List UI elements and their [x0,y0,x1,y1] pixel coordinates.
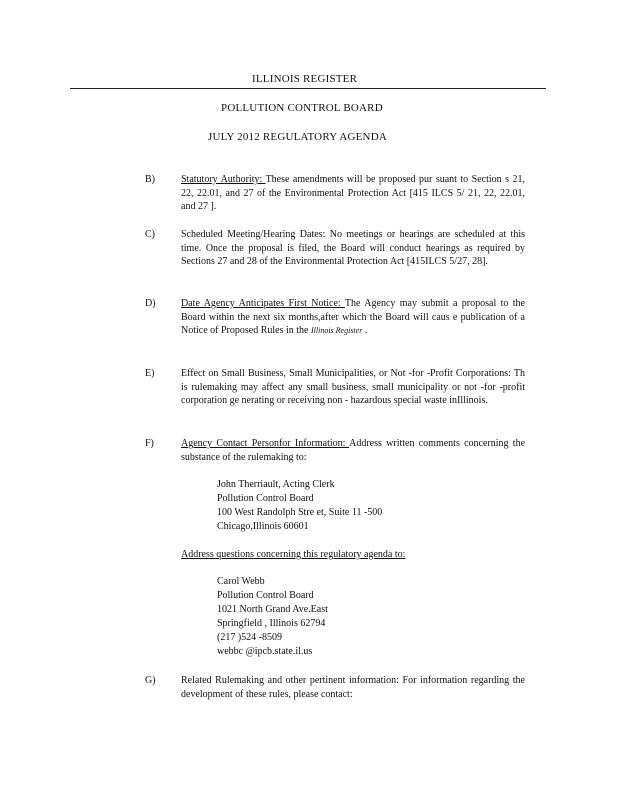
illinois-register-italic: Illinois Register [310,326,363,335]
item-letter: B) [145,174,155,185]
item-body [181,228,525,269]
header-register: ILLINOIS REGISTER [252,73,358,85]
item-label: Date Agency Anticipates First Notice: [181,298,345,309]
item-body [181,297,525,338]
item-letter: E) [145,368,155,379]
item-text: Address written comments concerning the substance of the rulemaking to: [181,438,526,463]
header-divider [70,88,546,89]
contact-clerk-org: Pollution Control Board [217,493,314,504]
item-text: Scheduled Meeting/Hearing Dates: No meetings or hearings are scheduled at this time. Once the proposal is filed, the Board will conduct hearings as required by Sections 27 and 28 of the Environmental Protection Act [415ILCS 5/27, 28]. [181,229,525,267]
item-text: Effect on Small Business, Small Municipalities, or Not -for -Profit Corporations: Th is rulemaking may affect any small business, small municipality or not -for -profit corporation ge nerating or receiving non - hazardous special waste inIllinois. [181,368,525,406]
contact-clerk-city: Chicago,Illinois 60601 [217,521,309,532]
item-tail: . [362,325,368,336]
item-letter: C) [145,229,155,240]
header-agenda: JULY 2012 REGULATORY AGENDA [208,131,387,143]
contact-agenda-city: Springfield , Illinois 62794 [217,618,326,629]
item-body [181,674,525,701]
item-body [181,367,525,408]
item-letter: G) [145,675,156,686]
questions-label: Address questions concerning this regulatory agenda to: [181,549,406,560]
contact-agenda-org: Pollution Control Board [217,590,314,601]
item-text: Related Rulemaking and other pertinent information: For information regarding the development of these rules, please contact: [181,675,525,700]
contact-agenda-email[interactable]: webbc @ipcb.state.il.us [217,646,313,657]
contact-agenda-street: 1021 North Grand Ave.East [217,604,328,615]
item-body [181,173,525,214]
item-letter: D) [145,298,156,309]
contact-clerk-street: 100 West Randolph Stre et, Suite 11 -500 [217,507,383,518]
item-body [181,437,525,464]
contact-agenda-name: Carol Webb [217,576,265,587]
header-board: POLLUTION CONTROL BOARD [221,102,383,114]
item-text: These amendments will be proposed pur suant to Section s 21, 22, 22.01, and 27 of the Environmental Protection Act [415 ILCS 5/ 21, 22, 22.01, and 27 ]. [181,174,525,212]
contact-agenda-phone: (217 )524 -8509 [217,632,282,643]
contact-clerk-name: John Therriault, Acting Clerk [217,479,335,490]
item-letter: F) [145,438,154,449]
item-label: Statutory Authority: [181,174,266,185]
item-label: Agency Contact Personfor Information: [181,438,350,449]
item-text: The Agency may submit a proposal to the Board within the next six months,after which the Board will caus e publication of a Notice of Proposed Rules in the [181,298,525,336]
